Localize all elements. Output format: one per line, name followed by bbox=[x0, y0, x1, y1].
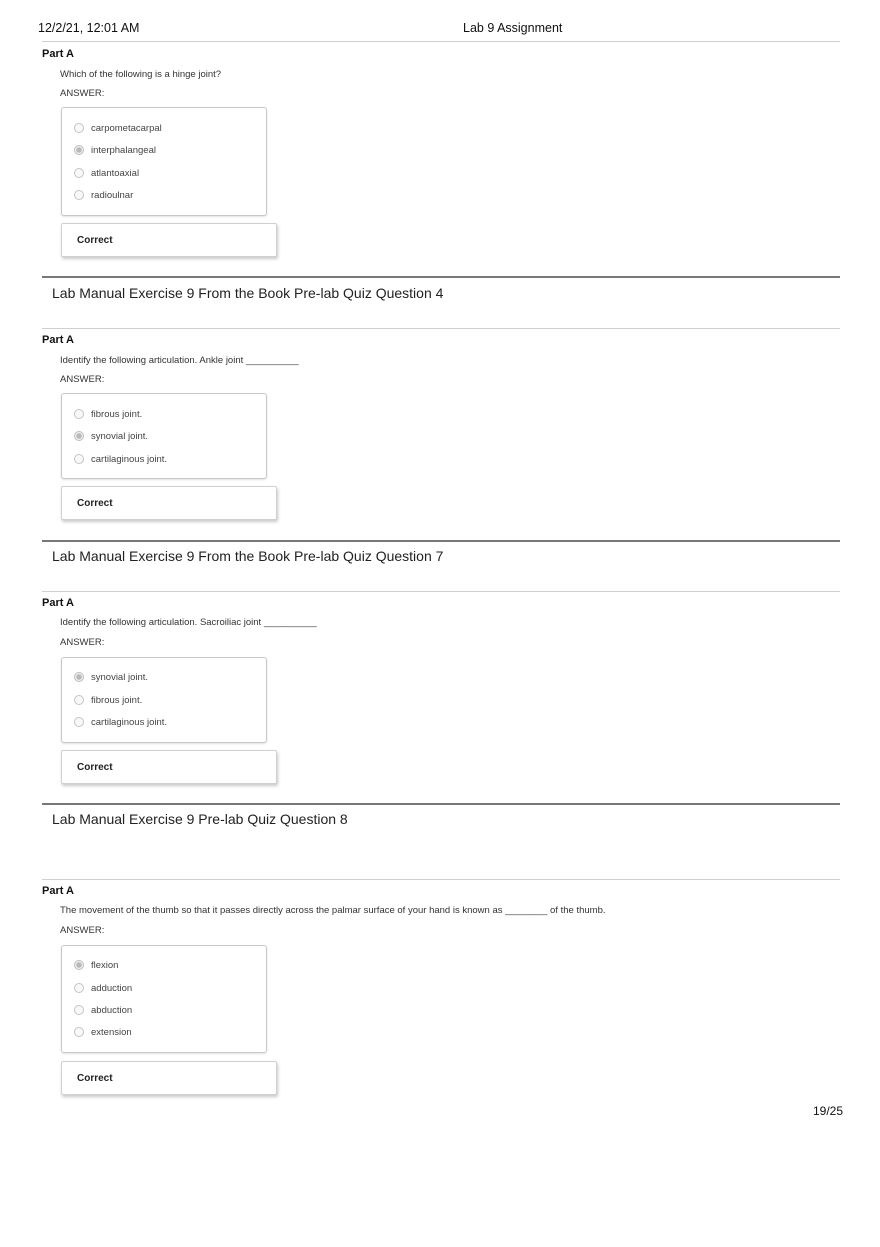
feedback-text: Correct bbox=[77, 1073, 113, 1084]
feedback-text: Correct bbox=[77, 762, 113, 773]
radio-button[interactable] bbox=[74, 983, 84, 993]
option-label: cartilaginous joint. bbox=[91, 453, 168, 465]
header-divider bbox=[42, 41, 840, 42]
feedback-box bbox=[61, 750, 277, 784]
radio-button[interactable] bbox=[74, 695, 84, 705]
feedback-box bbox=[61, 486, 277, 520]
option-label: adduction bbox=[91, 982, 133, 994]
feedback-box bbox=[61, 1061, 277, 1095]
feedback-box bbox=[61, 223, 277, 257]
answer-options bbox=[61, 657, 267, 743]
part-label: Part A bbox=[42, 885, 74, 897]
radio-button[interactable] bbox=[74, 672, 84, 682]
answer-option[interactable] bbox=[74, 453, 167, 465]
answer-label: ANSWER: bbox=[60, 637, 105, 648]
section-title-divider bbox=[42, 879, 840, 880]
option-label: flexion bbox=[91, 959, 119, 971]
feedback-text: Correct bbox=[77, 235, 113, 246]
answer-option[interactable] bbox=[74, 716, 167, 728]
question-text: Identify the following articulation. Sacroiliac joint __________ bbox=[60, 617, 317, 628]
option-label: extension bbox=[91, 1026, 132, 1038]
option-label: radioulnar bbox=[91, 189, 134, 201]
section-title: Lab Manual Exercise 9 From the Book Pre-lab Quiz Question 7 bbox=[52, 548, 444, 564]
print-date: 12/2/21, 12:01 AM bbox=[38, 21, 140, 35]
document-title: Lab 9 Assignment bbox=[463, 21, 563, 35]
radio-button[interactable] bbox=[74, 168, 84, 178]
answer-option[interactable] bbox=[74, 167, 139, 179]
part-label: Part A bbox=[42, 597, 74, 609]
section-title: Lab Manual Exercise 9 Pre-lab Quiz Question 8 bbox=[52, 811, 348, 827]
radio-button[interactable] bbox=[74, 123, 84, 133]
answer-option[interactable] bbox=[74, 430, 148, 442]
option-label: carpometacarpal bbox=[91, 122, 162, 134]
option-label: abduction bbox=[91, 1004, 133, 1016]
section-title: Lab Manual Exercise 9 From the Book Pre-lab Quiz Question 4 bbox=[52, 285, 444, 301]
print-header bbox=[38, 21, 840, 37]
option-label: cartilaginous joint. bbox=[91, 716, 168, 728]
option-label: atlantoaxial bbox=[91, 167, 140, 179]
answer-option[interactable] bbox=[74, 122, 162, 134]
feedback-text: Correct bbox=[77, 498, 113, 509]
answer-option[interactable] bbox=[74, 144, 156, 156]
answer-option[interactable] bbox=[74, 694, 142, 706]
radio-button[interactable] bbox=[74, 145, 84, 155]
part-label: Part A bbox=[42, 334, 74, 346]
section-title-divider bbox=[42, 591, 840, 592]
option-label: fibrous joint. bbox=[91, 694, 143, 706]
answer-label: ANSWER: bbox=[60, 374, 105, 385]
answer-options bbox=[61, 393, 267, 479]
option-label: synovial joint. bbox=[91, 671, 149, 683]
page-number: 19/25 bbox=[812, 1104, 843, 1118]
option-label: interphalangeal bbox=[91, 144, 156, 156]
part-label: Part A bbox=[42, 48, 74, 60]
answer-option[interactable] bbox=[74, 982, 132, 994]
radio-button[interactable] bbox=[74, 717, 84, 727]
radio-button[interactable] bbox=[74, 960, 84, 970]
answer-option[interactable] bbox=[74, 1004, 132, 1016]
question-text: Which of the following is a hinge joint? bbox=[60, 69, 222, 80]
answer-option[interactable] bbox=[74, 1026, 132, 1038]
radio-button[interactable] bbox=[74, 190, 84, 200]
option-label: synovial joint. bbox=[91, 430, 149, 442]
answer-label: ANSWER: bbox=[60, 88, 105, 99]
question-text: Identify the following articulation. Ankle joint __________ bbox=[60, 355, 299, 366]
radio-button[interactable] bbox=[74, 1027, 84, 1037]
answer-option[interactable] bbox=[74, 959, 118, 971]
radio-button[interactable] bbox=[74, 409, 84, 419]
answer-option[interactable] bbox=[74, 408, 142, 420]
question-text: The movement of the thumb so that it passes directly across the palmar surface of your hand is known as ________ of the thumb. bbox=[60, 905, 606, 916]
answer-label: ANSWER: bbox=[60, 925, 105, 936]
section-divider bbox=[42, 540, 840, 542]
answer-option[interactable] bbox=[74, 189, 133, 201]
radio-button[interactable] bbox=[74, 1005, 84, 1015]
section-divider bbox=[42, 803, 840, 805]
answer-options bbox=[61, 107, 267, 216]
answer-option[interactable] bbox=[74, 671, 148, 683]
option-label: fibrous joint. bbox=[91, 408, 143, 420]
section-divider bbox=[42, 276, 840, 278]
answer-options bbox=[61, 945, 267, 1053]
radio-button[interactable] bbox=[74, 454, 84, 464]
radio-button[interactable] bbox=[74, 431, 84, 441]
section-title-divider bbox=[42, 328, 840, 329]
